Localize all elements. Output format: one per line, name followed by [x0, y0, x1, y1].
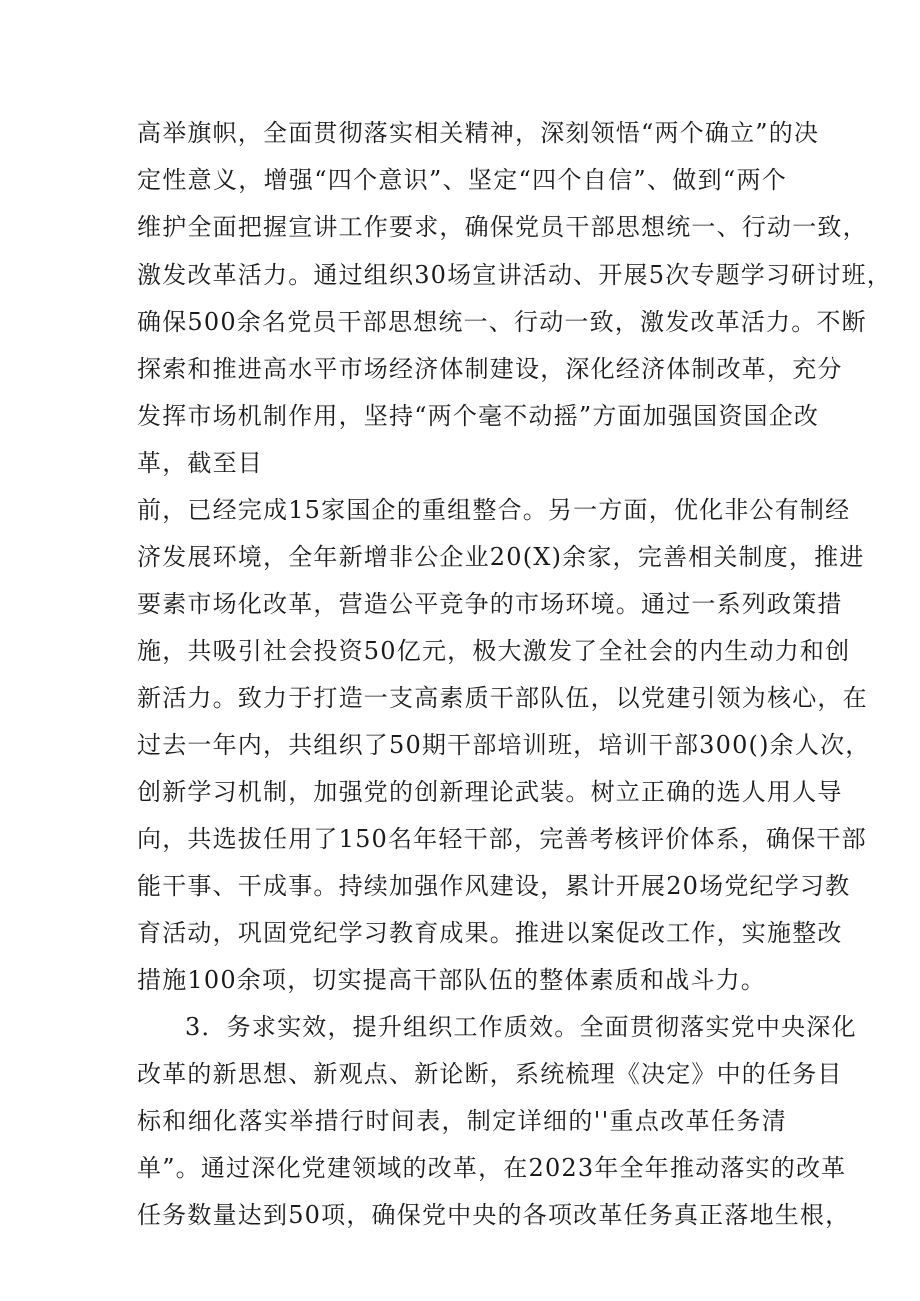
- text-line: 措施100余项，切实提高干部队伍的整体素质和战斗力。: [137, 966, 767, 994]
- text-line: 新活力。致力于打造一支高素质干部队伍，以党建引领为核心，在: [137, 684, 868, 712]
- text-line: 革，截至目: [137, 449, 263, 477]
- text-line: 改革的新思想、新观点、新论断，系统梳理《决定》中的任务目: [137, 1060, 843, 1088]
- text-line: 能干事、干成事。持续加强作风建设，累计开展20场党纪学习教: [137, 872, 851, 900]
- text-line: 发挥市场机制作用，坚持“两个毫不动摇”方面加强国资国企改: [137, 402, 820, 430]
- text-line: 维护全面把握宣讲工作要求，确保党员干部思想统一、行动一致，: [137, 213, 868, 241]
- text-line: 单”。通过深化党建领域的改革，在2023年全年推动落实的改革: [137, 1154, 847, 1182]
- text-line: 前，已经完成15家国企的重组整合。另一方面，优化非公有制经: [137, 496, 851, 524]
- text-line: 济发展环境，全年新增非公企业20(X)余家，完善相关制度，推进: [137, 543, 865, 571]
- text-line: 任务数量达到50项，确保党中央的各项改革任务真正落地生根，: [137, 1201, 851, 1229]
- text-line: 育活动，巩固党纪学习教育成果。推进以案促改工作，实施整改: [137, 919, 843, 947]
- section-heading-line: 3．务求实效，提升组织工作质效。全面贯彻落实党中央深化: [185, 1013, 857, 1041]
- text-line: 创新学习机制，加强党的创新理论武装。树立正确的选人用人导: [137, 778, 843, 806]
- text-line: 施，共吸引社会投资50亿元，极大激发了全社会的内生动力和创: [137, 637, 851, 665]
- text-line: 标和细化落实举措行时间表，制定详细的''重点改革任务清: [137, 1107, 787, 1135]
- text-line: 向，共选拔任用了150名年轻干部，完善考核评价体系，确保干部: [137, 825, 867, 853]
- text-line: 确保500余名党员干部思想统一、行动一致，激发改革活力。不断: [137, 308, 867, 336]
- text-line: 高举旗帜，全面贯彻落实相关精神，深刻领悟“两个确立”的决: [137, 119, 820, 147]
- text-line: 过去一年内，共组织了50期干部培训班，培训干部300()余人次，: [137, 731, 871, 759]
- text-line: 定性意义，增强“四个意识”、坚定“四个自信”、做到“两个: [137, 166, 787, 194]
- text-line: 探索和推进高水平市场经济体制建设，深化经济体制改革，充分: [137, 355, 843, 383]
- text-line: 激发改革活力。通过组织30场宣讲活动、开展5次专题学习研讨班，: [137, 261, 893, 289]
- text-line: 要素市场化改革，营造公平竞争的市场环境。通过一系列政策措: [137, 590, 843, 618]
